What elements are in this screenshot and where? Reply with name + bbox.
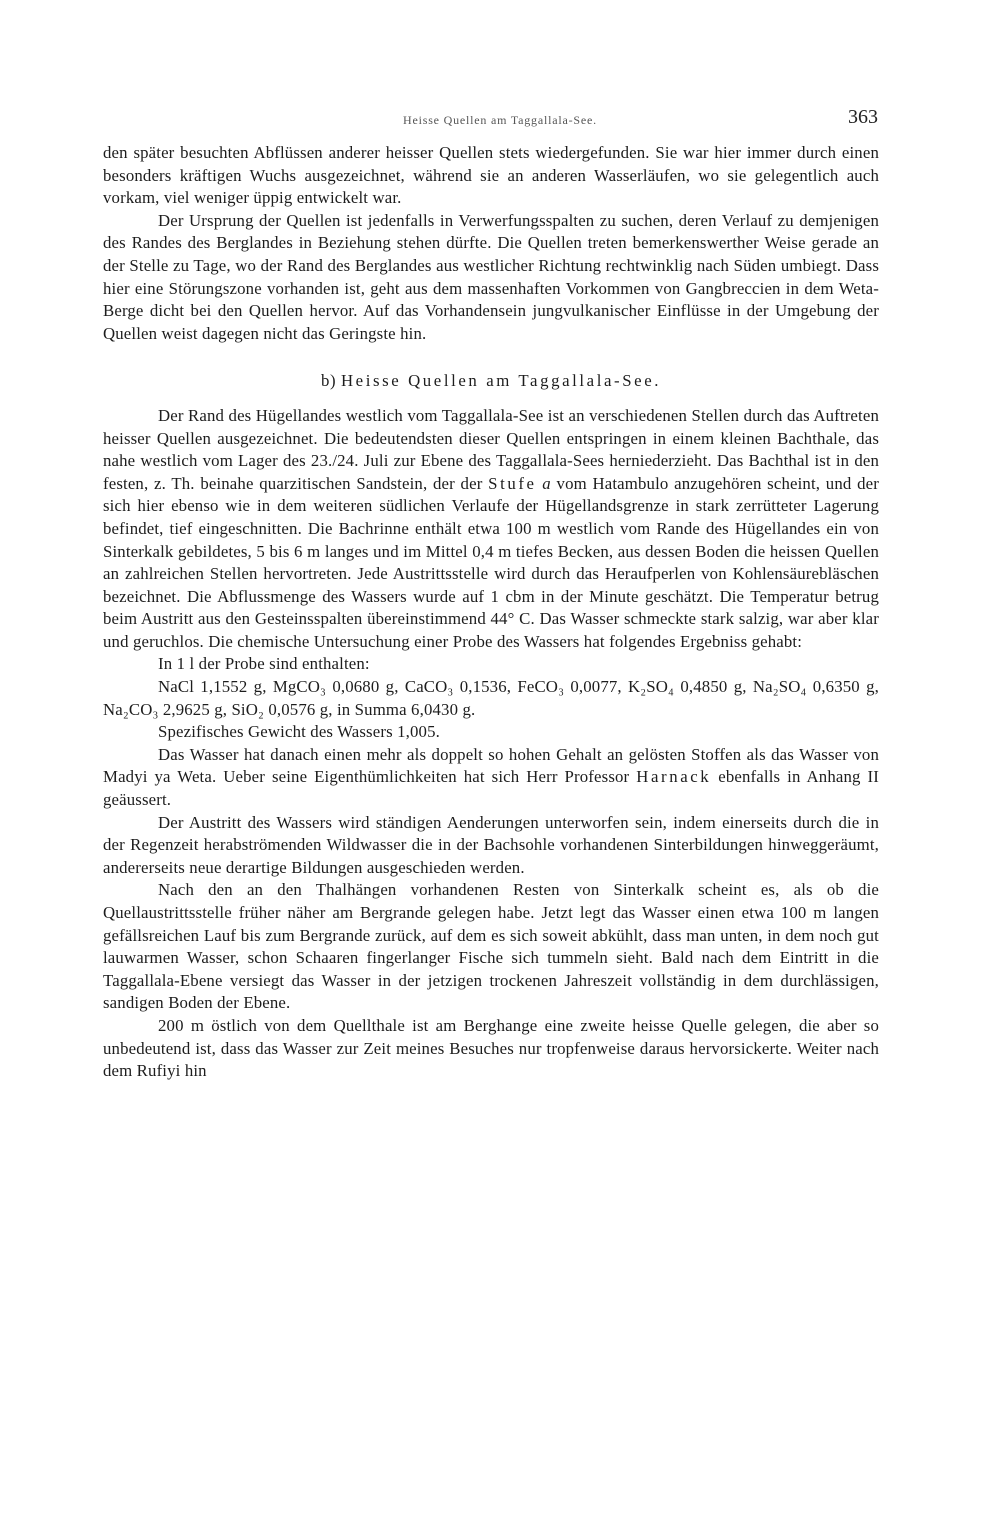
body-text — [103, 142, 879, 1083]
paragraph-continuation: den später besuchten Abflüssen anderer heisser Quellen stets wiedergefunden. Sie war hier immer durch einen besonders kräftigen Wuchs ausgezeichnet, während sie an anderen Wasserläufen, wo sie gelegentlich auch vorkam, viel weniger üppig entwickelt war. — [103, 143, 879, 208]
paragraph-changes: Der Austritt des Wassers wird ständigen Aenderungen unterworfen sein, indem einerseits durch die in der Regenzeit herabströmenden Wildwasser die in der Bachsohle vorhandenen Sinterbildungen hinweggeräumt, andererseits neue derartige Bildungen ausgeschieden werden. — [103, 812, 879, 877]
page-number: 363 — [848, 106, 878, 128]
paragraph-comparison — [103, 744, 879, 812]
section-title: Heisse Quellen am Taggallala-See. — [340, 371, 662, 391]
paragraph-text: ebenfalls in Anhang II geäussert. — [103, 767, 879, 810]
section-label: b) — [320, 371, 337, 391]
paragraph-origin-of-springs: Der Ursprung der Quellen ist jedenfalls in Verwerfungsspalten zu suchen, deren Verlauf zu demjenigen des Randes des Berglandes in Beziehung stehen dürfte. Die Quellen treten bemerkenswerther Weise gerade an der Stelle zu Tage, wo der Rand des Berglandes aus westlicher Richtung rechtwinklig nach Süden umbiegt. Dass hier eine Störungszone vorhanden ist, geht aus dem massenhaften Vorkommen von Gangbreccien in dem Weta-Berge dicht bei den Quellen hervor. Auf das Vorhandensein jungvulkanischer Einflüsse in der Umgebung der Quellen weist dagegen nicht das Geringste hin. — [103, 210, 879, 343]
person-name: Harnack — [636, 767, 712, 787]
stufe-letter: a — [542, 473, 551, 493]
paragraph-text: Der Rand des Hügellandes westlich vom Taggallala-See ist an verschiedenen Stellen durch das Auftreten heisser Quellen ausgezeichnet. Die bedeutendsten dieser Quellen entspringen in einem kleinen Bachthale, das nahe westlich vom Lager des 23./24. Juli zur Ebene des Taggallala-Sees herniederzieht. Das Bachthal ist in den festen, z. Th. beinahe quarzitischen Sandstein, der der — [103, 405, 879, 493]
running-header: Heisse Quellen am Taggallala-See. — [403, 113, 597, 127]
paragraph-text: Das Wasser hat danach einen mehr als doppelt so hohen Gehalt an gelösten Stoffen als das Wasser von Madyi ya Weta. Ueber seine Eigenthümlichkeiten hat sich Herr Professor — [103, 744, 879, 787]
paragraph-text: vom Hatambulo anzugehören scheint, und der sich hier ebenso wie in dem weiteren südlichen Verlaufe der Hügellandsgrenze in stark zerrütteter Lagerung befindet, tief eingeschnitten. Die Bachrinne enthält etwa 100 m westlich vom Rande des Hügellandes ein von Sinterkalk gebildetes, 5 bis 6 m langes und im Mittel 0,4 m tiefes Becken, aus dessen Boden die heissen Quellen an zahlreichen Stellen hervortreten. Jede Austrittsstelle wird durch das Heraufperlen von Kohlensäurebläschen bezeichnet. Die Abflussmenge des Wassers wurde auf 1 cbm in der Minute geschätzt. Die Temperatur betrug beim Austritt aus den Gesteinsspalten übereinstimmend 44° C. Das Wasser schmeckte stark salzig, war aber klar und geruchlos. Die chemische Untersuchung einer Probe des Wassers hat folgendes Ergebniss gehabt: — [103, 473, 879, 651]
paragraph-sinter-remains: Nach den an den Thalhängen vorhandenen Resten von Sinterkalk scheint es, als ob die Quellaustrittsstelle früher näher am Bergrande gelegen habe. Jetzt legt das Wasser einen etwa 100 m langen gefällsreichen Lauf bis zum Bergrande zurück, auf dem es sich soweit abkühlt, dass man unten, in dem noch gut lauwarmen Wasser, schon Schaaren fingerlanger Fische sich tummeln sieht. Bald nach dem Eintritt in die Taggallala-Ebene versiegt das Wasser in der jetzigen trockenen Jahreszeit vollständig in dem durchlässigen, sandigen Boden der Ebene. — [103, 880, 879, 1013]
paragraph-second-spring: 200 m östlich von dem Quellthale ist am Berghange eine zweite heisse Quelle gelegen, die aber so unbedeutend ist, dass das Wasser zur Zeit meines Besuches nur tropfenweise daraus hervorsickerte. Weiter nach dem Rufiyi hin — [103, 1015, 879, 1081]
stufe-term: Stufe — [488, 473, 537, 493]
analysis-intro: In 1 l der Probe sind enthalten: — [158, 654, 370, 674]
chemical-composition: NaCl 1,1552 g, MgCO₃ 0,0680 g, CaCO₃ 0,1536, FeCO₃ 0,0077, K₂SO₄ 0,4850 g, Na₂SO₄ 0,6350 g, Na₂CO₃ 2,9625 g, SiO₂ 0,0576 g, in Summa 6,0430 g. — [103, 677, 879, 719]
paragraph-hot-springs-description — [103, 405, 879, 654]
specific-gravity: Spezifisches Gewicht des Wassers 1,005. — [158, 722, 440, 742]
section-heading — [103, 370, 879, 393]
